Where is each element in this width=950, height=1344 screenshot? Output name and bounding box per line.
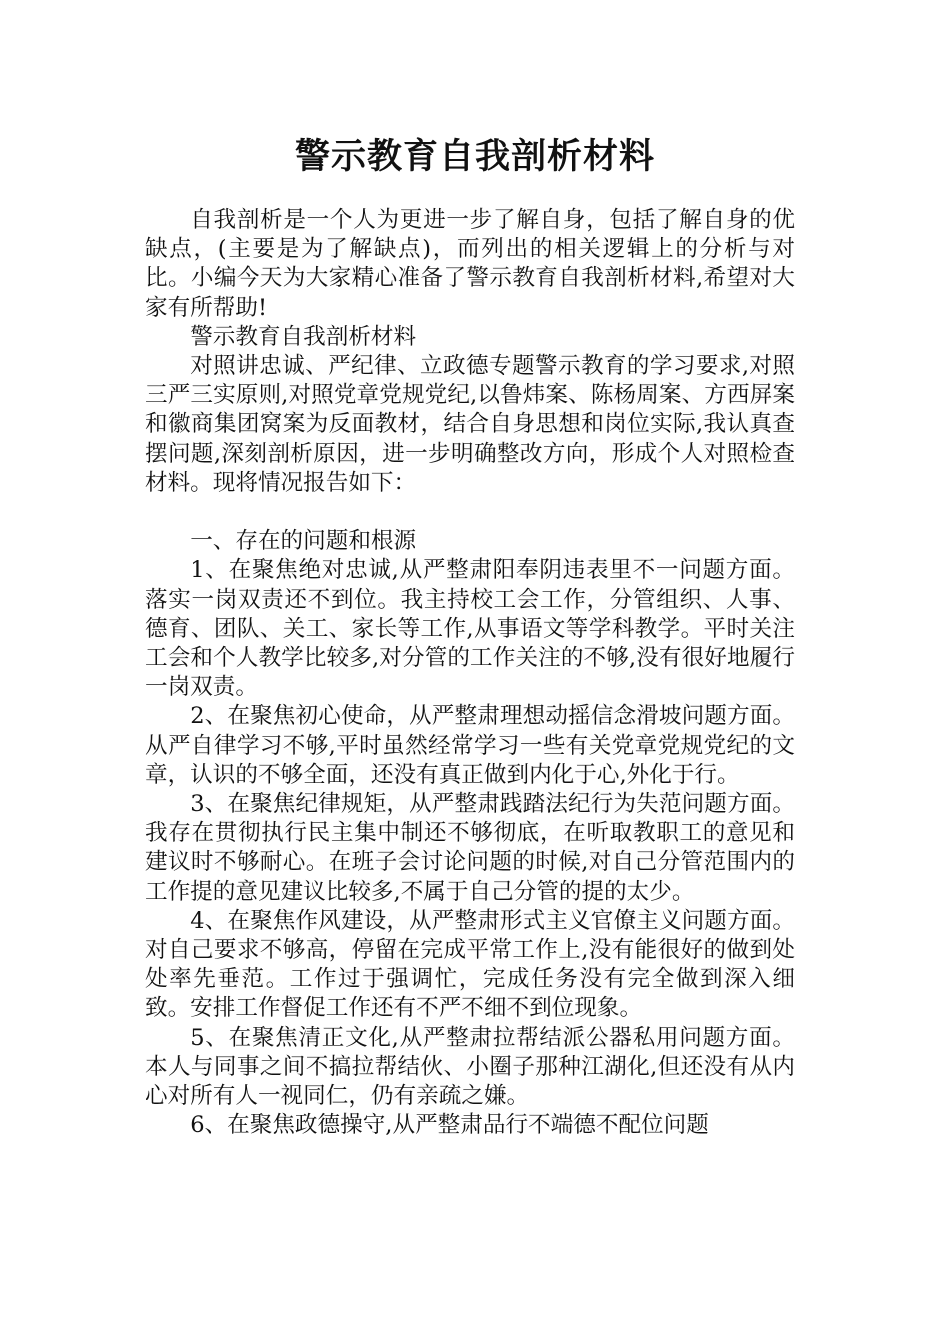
paragraph-subtitle: 警示教育自我剖析材料 <box>190 323 417 350</box>
document-body <box>145 206 795 1140</box>
paragraph-intro: 自我剖析是一个人为更进一步了解自身，包括了解自身的优缺点，(主要是为了解缺点)，而列出的相关逻辑上的分析与对比。小编今天为大家精心准备了警示教育自我剖析材料,希望对大家有所帮助! <box>145 207 795 321</box>
paragraph-item-4: 4、在聚焦作风建设，从严整肃形式主义官僚主义问题方面。对自己要求不够高，停留在完成平常工作上,没有能很好的做到处处率先垂范。工作过于强调忙，完成任务没有完全做到深入细致。安排工作督促工作还有不严不细不到位现象。 <box>145 907 795 1022</box>
paragraph-item-1: 1、在聚焦绝对忠诚,从严整肃阳奉阴违表里不一问题方面。落实一岗双责还不到位。我主持校工会工作，分管组织、人事、德育、团队、关工、家长等工作,从事语文等学科教学。平时关注工会和个人教学比较多,对分管的工作关注的不够,没有很好地履行一岗双责。 <box>145 557 795 701</box>
paragraph-item-5: 5、在聚焦清正文化,从严整肃拉帮结派公器私用问题方面。本人与同事之间不搞拉帮结伙、小圈子那种江湖化,但还没有从内心对所有人一视同仁，仍有亲疏之嫌。 <box>145 1024 795 1110</box>
paragraph-preface: 对照讲忠诚、严纪律、立政德专题警示教育的学习要求,对照三严三实原则,对照党章党规党纪,以鲁炜案、陈杨周案、方西屏案和徽商集团窝案为反面教材，结合自身思想和岗位实际,我认真查摆问题,深刻剖析原因，进一步明确整改方向，形成个人对照检查材料。现将情况报告如下： <box>145 353 795 496</box>
paragraph-item-3: 3、在聚焦纪律规矩，从严整肃践踏法纪行为失范问题方面。我存在贯彻执行民主集中制还不够彻底，在听取教职工的意见和建议时不够耐心。在班子会讨论问题的时候,对自己分管范围内的工作提的意见建议比较多,不属于自己分管的提的太少。 <box>145 791 795 905</box>
section-heading: 一、存在的问题和根源 <box>190 528 417 555</box>
document-title: 警示教育自我剖析材料 <box>294 136 655 177</box>
paragraph-item-6: 6、在聚焦政德操守,从严整肃品行不端德不配位问题 <box>190 1112 709 1139</box>
paragraph-item-2: 2、在聚焦初心使命，从严整肃理想动摇信念滑坡问题方面。从严自律学习不够,平时虽然经常学习一些有关党章党规党纪的文章，认识的不够全面，还没有真正做到内化于心,外化于行。 <box>145 703 795 788</box>
